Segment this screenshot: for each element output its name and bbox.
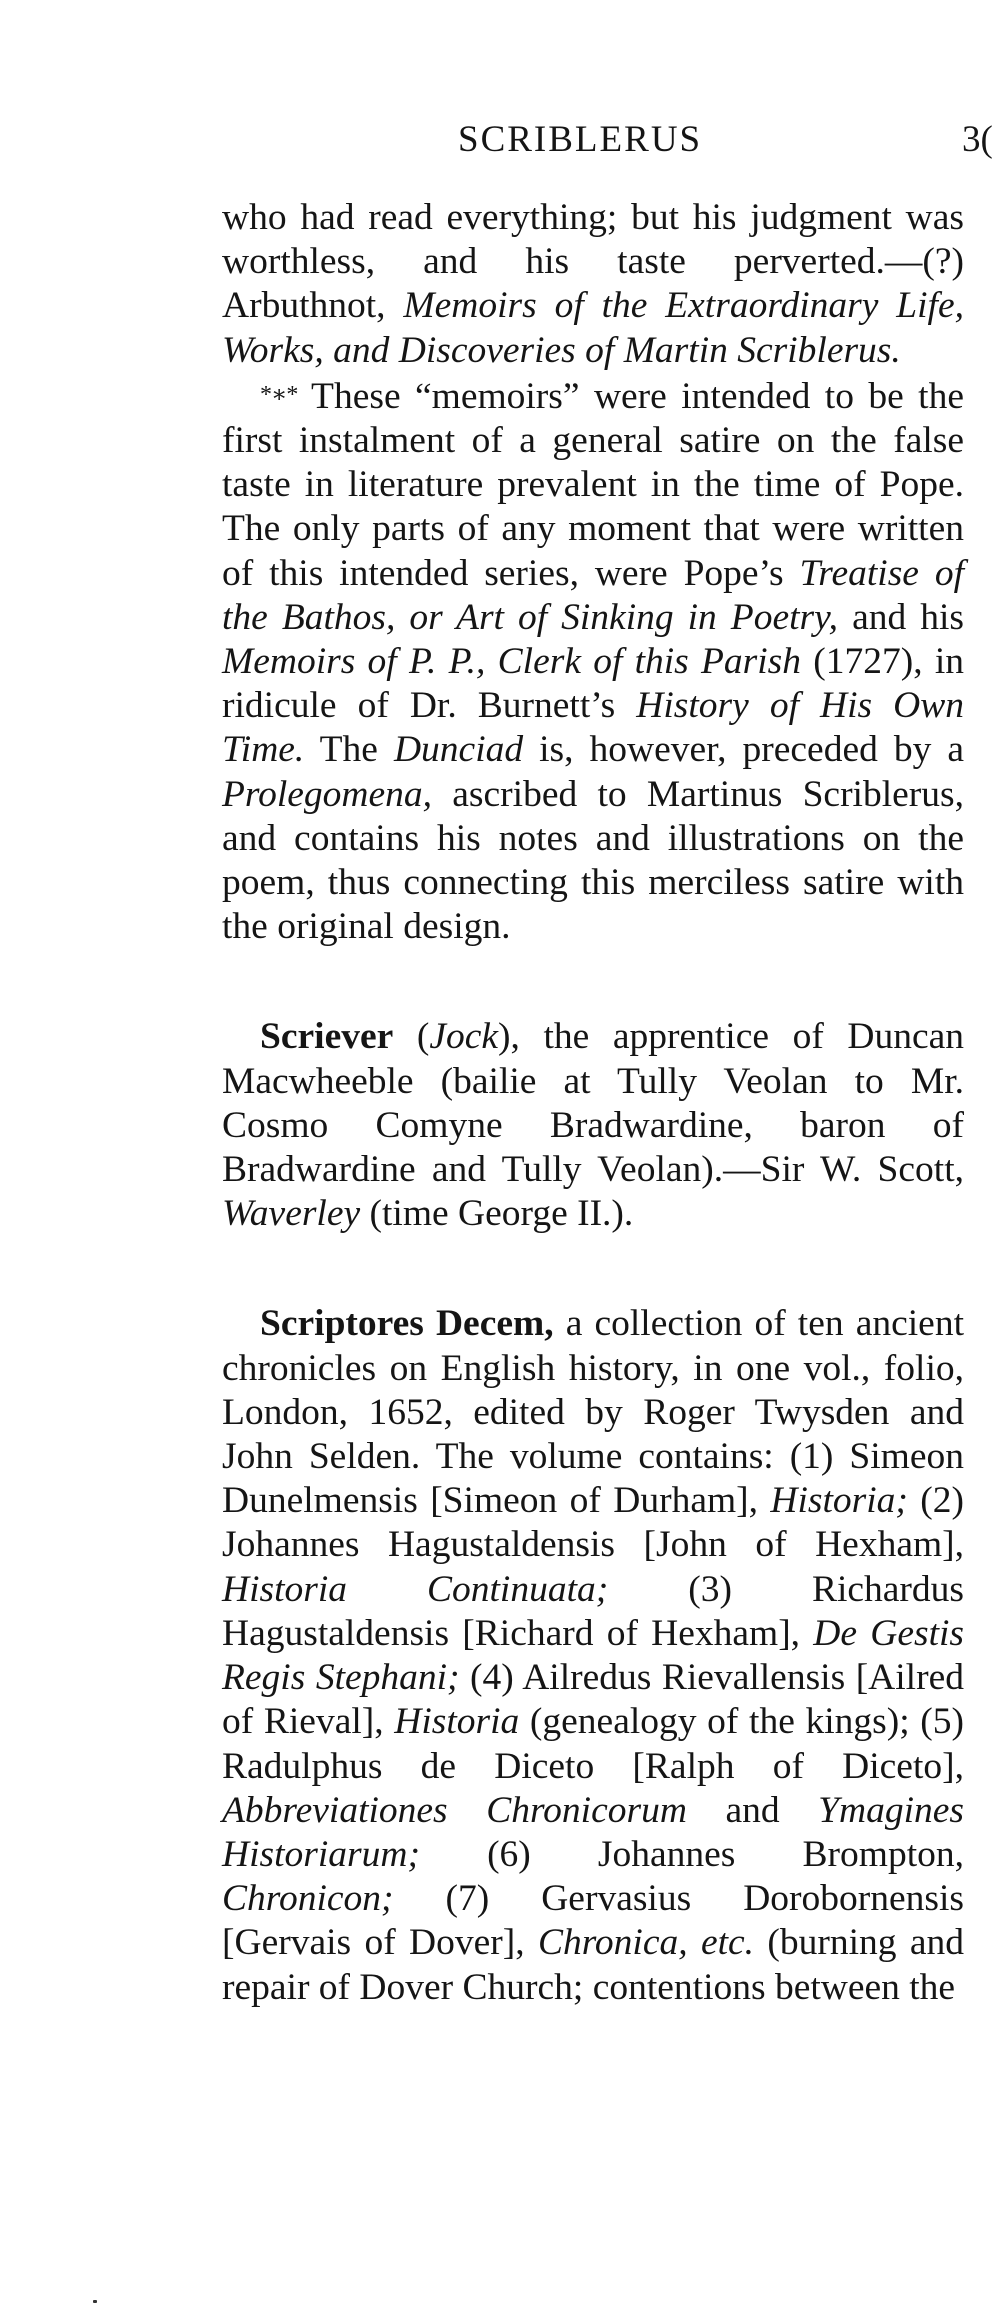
text-run: (genealogy of the kings); (5) Radulphus de Diceto [Ralph of Diceto], (222, 1701, 964, 1787)
entry-term: Scriever (260, 1016, 394, 1058)
book-title: Memoirs of the Extraordinary Life, Works, and Discoveries of Martin Scriblerus. (222, 285, 964, 371)
text-run: (time George II.). (360, 1193, 634, 1235)
book-title: Memoirs of P. P., Clerk of this Parish (222, 641, 802, 683)
text-run: ( (393, 1016, 430, 1058)
scriblerus-continuation (222, 196, 964, 373)
text-run: These “memoirs” were intended to be the first instalment of a general satire on the false taste in literature prevalent in the time of Pope. The only parts of any moment that were written of this intended series, were Pope’s (222, 375, 964, 594)
book-title: History of His Own Time. (222, 685, 965, 771)
text-run: and his (838, 596, 964, 638)
book-title: Historia; (770, 1480, 908, 1522)
text-run: (3) Richardus Hagustaldensis [Richard of Hexham], (222, 1568, 965, 1654)
text-run: and (686, 1789, 819, 1831)
memoirs-note (222, 373, 964, 950)
running-title: SCRIBLERUS (458, 119, 703, 160)
text-run: is, however, preceded by a (523, 729, 965, 771)
book-title: Historia (394, 1701, 520, 1743)
text-run: The (304, 729, 394, 771)
text-run: (6) Johannes Brompton, (419, 1833, 964, 1875)
page-number: 3( (962, 119, 993, 160)
book-title: Chronicon; (222, 1878, 394, 1920)
text-run: (7) Gervasius Dorobornensis [Gervais of Dover], (222, 1878, 964, 1964)
text-run: (1727), in ridicule of Dr. Burnett’s (222, 641, 964, 727)
text-column (222, 196, 964, 2010)
entry-term: Scriptores Decem, (260, 1303, 554, 1345)
book-title: Historia Continuata; (222, 1568, 609, 1610)
book-title: Abbreviationes Chronicorum (222, 1789, 687, 1831)
book-title: Dunciad (393, 729, 524, 771)
text-run: (burning and repair of Dover Church; contentions between the (222, 1922, 965, 2008)
book-title: Chronica, etc. (537, 1922, 755, 1964)
book-title: Prolegomena, (222, 773, 433, 815)
scan-speck (93, 2300, 97, 2303)
book-title: De Gestis Regis Stephani; (222, 1612, 964, 1699)
running-head (0, 118, 1000, 168)
book-title: Treatise of the Bathos, or Art of Sinking in Poetry, (222, 552, 964, 638)
entry-scriptores-decem (222, 1302, 964, 2009)
name-italic: Jock (429, 1016, 499, 1058)
text-run: (4) Ailredus Rievallensis [Ailred of Rieval], (222, 1657, 964, 1743)
entry-scriever (222, 1015, 964, 1236)
text-run: a collection of ten ancient chronicles on English history, in one vol., folio, London, 1652, edited by Roger Twysden and John Selden. The volume contains: (1) Simeon Dunelmensis [Simeon of Durham], (222, 1303, 964, 1522)
book-title: Ymagines Historiarum; (222, 1789, 964, 1875)
text-run: who had read everything; but his judgment was worthless, and his taste perverted.—(?) Arbuthnot, (222, 197, 964, 327)
text-run: (2) Johannes Hagustaldensis [John of Hexham], (222, 1480, 964, 1566)
asterism: *∗* (260, 381, 298, 408)
book-title: Waverley (222, 1193, 361, 1235)
text-run: ascribed to Martinus Scriblerus, and contains his notes and illustrations on the poem, thus connecting this merciless satire with the original design. (222, 773, 964, 948)
text-run: ), the apprentice of Duncan Macwheeble (bailie at Tully Veolan to Mr. Cosmo Comyne Bradwardine, baron of Bradwardine and Tully Veolan).—Sir W. Scott, (222, 1016, 965, 1191)
